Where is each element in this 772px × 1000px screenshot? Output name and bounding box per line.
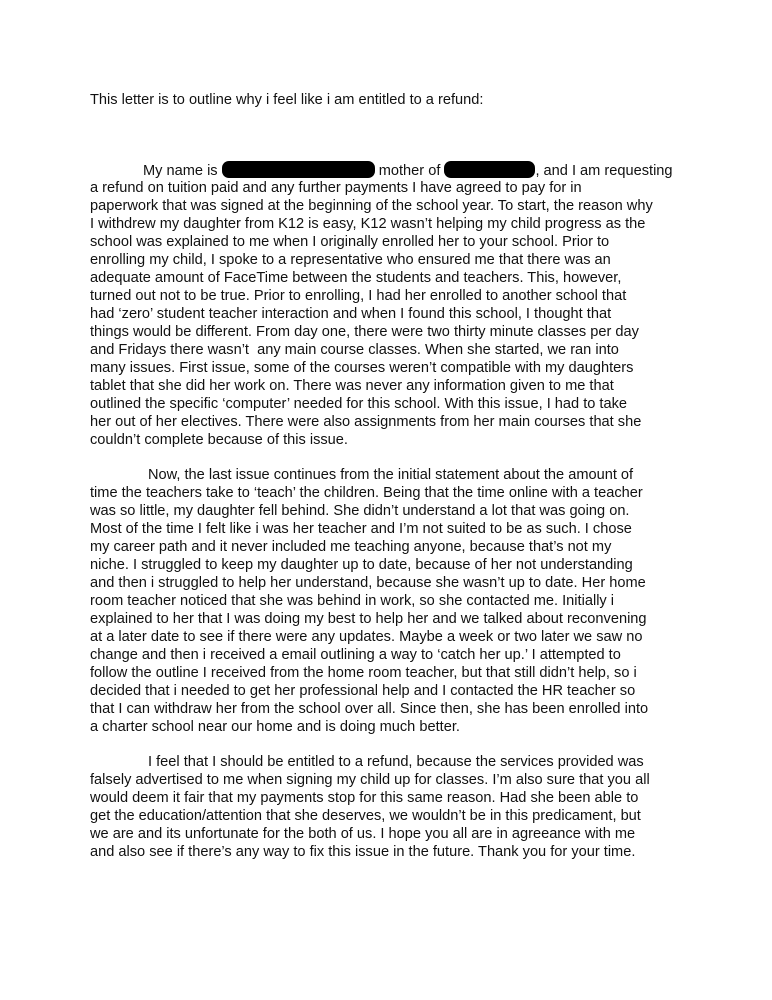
p1-first-text-b: mother of bbox=[374, 163, 445, 179]
p1-first-text-c: , and I am requesting bbox=[535, 163, 673, 179]
p2-line: time the teachers take to ‘teach’ the children. Being that the time online with a teacher bbox=[90, 485, 643, 501]
p2-line: room teacher noticed that she was behind in work, so she contacted me. Initially i bbox=[90, 593, 615, 609]
p2-line: was so little, my daughter fell behind. She didn’t understand a lot that was going on. bbox=[90, 503, 630, 519]
p2-line: Now, the last issue continues from the initial statement about the amount of bbox=[148, 467, 634, 483]
p1-line: a refund on tuition paid and any further payments I have agreed to pay for in bbox=[90, 180, 582, 196]
p2-line: Most of the time I felt like i was her teacher and I’m not suited to be as such. I chose bbox=[90, 521, 632, 537]
p1-line: tablet that she did her work on. There was never any information given to me that bbox=[90, 378, 614, 394]
p2-line: decided that i needed to get her professional help and I contacted the HR teacher so bbox=[90, 683, 636, 699]
p1-line: had ‘zero’ student teacher interaction and when I found this school, I thought that bbox=[90, 306, 612, 322]
p3-line: get the education/attention that she deserves, we wouldn’t be in this predicament, but bbox=[90, 808, 641, 824]
p1-line: adequate amount of FaceTime between the students and teachers. This, however, bbox=[90, 270, 622, 286]
p3-line: we are and its unfortunate for the both of us. I hope you all are in agreeance with me bbox=[90, 826, 636, 842]
p3-line: and also see if there’s any way to fix this issue in the future. Thank you for your time. bbox=[90, 844, 636, 860]
p1-line: enrolling my child, I spoke to a representative who ensured me that there was an bbox=[90, 252, 611, 268]
redaction-child-name bbox=[444, 161, 535, 178]
letter-intro: This letter is to outline why i feel like i am entitled to a refund: bbox=[90, 92, 484, 108]
p1-line: outlined the specific ‘computer’ needed for this school. With this issue, I had to take bbox=[90, 396, 628, 412]
p1-first-text-a: My name is bbox=[143, 163, 222, 179]
p2-line: and then i struggled to help her understand, because she wasn’t up to date. Her home bbox=[90, 575, 646, 591]
p2-line: at a later date to see if there were any updates. Maybe a week or two later we saw no bbox=[90, 629, 643, 645]
p2-line: that I can withdraw her from the school over all. Since then, she has been enrolled into bbox=[90, 701, 649, 717]
p2-line: a charter school near our home and is doing much better. bbox=[90, 719, 460, 735]
p1-line: I withdrew my daughter from K12 is easy, K12 wasn’t helping my child progress as the bbox=[90, 216, 646, 232]
p1-line: things would be different. From day one, there were two thirty minute classes per day bbox=[90, 324, 639, 340]
p1-line: and Fridays there wasn’t any main course classes. When she started, we ran into bbox=[90, 342, 619, 358]
p2-line: follow the outline I received from the home room teacher, but that still didn’t help, so i bbox=[90, 665, 637, 681]
p1-first-line bbox=[143, 161, 673, 180]
p1-line: school was explained to me when I originally enrolled her to your school. Prior to bbox=[90, 234, 610, 250]
p3-line: falsely advertised to me when signing my child up for classes. I’m also sure that you all bbox=[90, 772, 650, 788]
redaction-name bbox=[222, 161, 375, 178]
p3-line: I feel that I should be entitled to a refund, because the services provided was bbox=[148, 754, 644, 770]
p2-line: change and then i received a email outlining a way to ‘catch her up.’ I attempted to bbox=[90, 647, 621, 663]
p1-line: paperwork that was signed at the beginning of the school year. To start, the reason why bbox=[90, 198, 653, 214]
p2-line: my career path and it never included me teaching anyone, because that’s not my bbox=[90, 539, 612, 555]
p1-line: turned out not to be true. Prior to enrolling, I had her enrolled to another school that bbox=[90, 288, 627, 304]
p1-line: many issues. First issue, some of the courses weren’t compatible with my daughters bbox=[90, 360, 634, 376]
p3-line: would deem it fair that my payments stop for this same reason. Had she been able to bbox=[90, 790, 639, 806]
p1-line: her out of her electives. There were also assignments from her main courses that she bbox=[90, 414, 642, 430]
p1-line: couldn’t complete because of this issue. bbox=[90, 432, 348, 448]
p2-line: explained to her that I was doing my best to help her and we talked about reconvening bbox=[90, 611, 647, 627]
p2-line: niche. I struggled to keep my daughter up to date, because of her not understanding bbox=[90, 557, 633, 573]
